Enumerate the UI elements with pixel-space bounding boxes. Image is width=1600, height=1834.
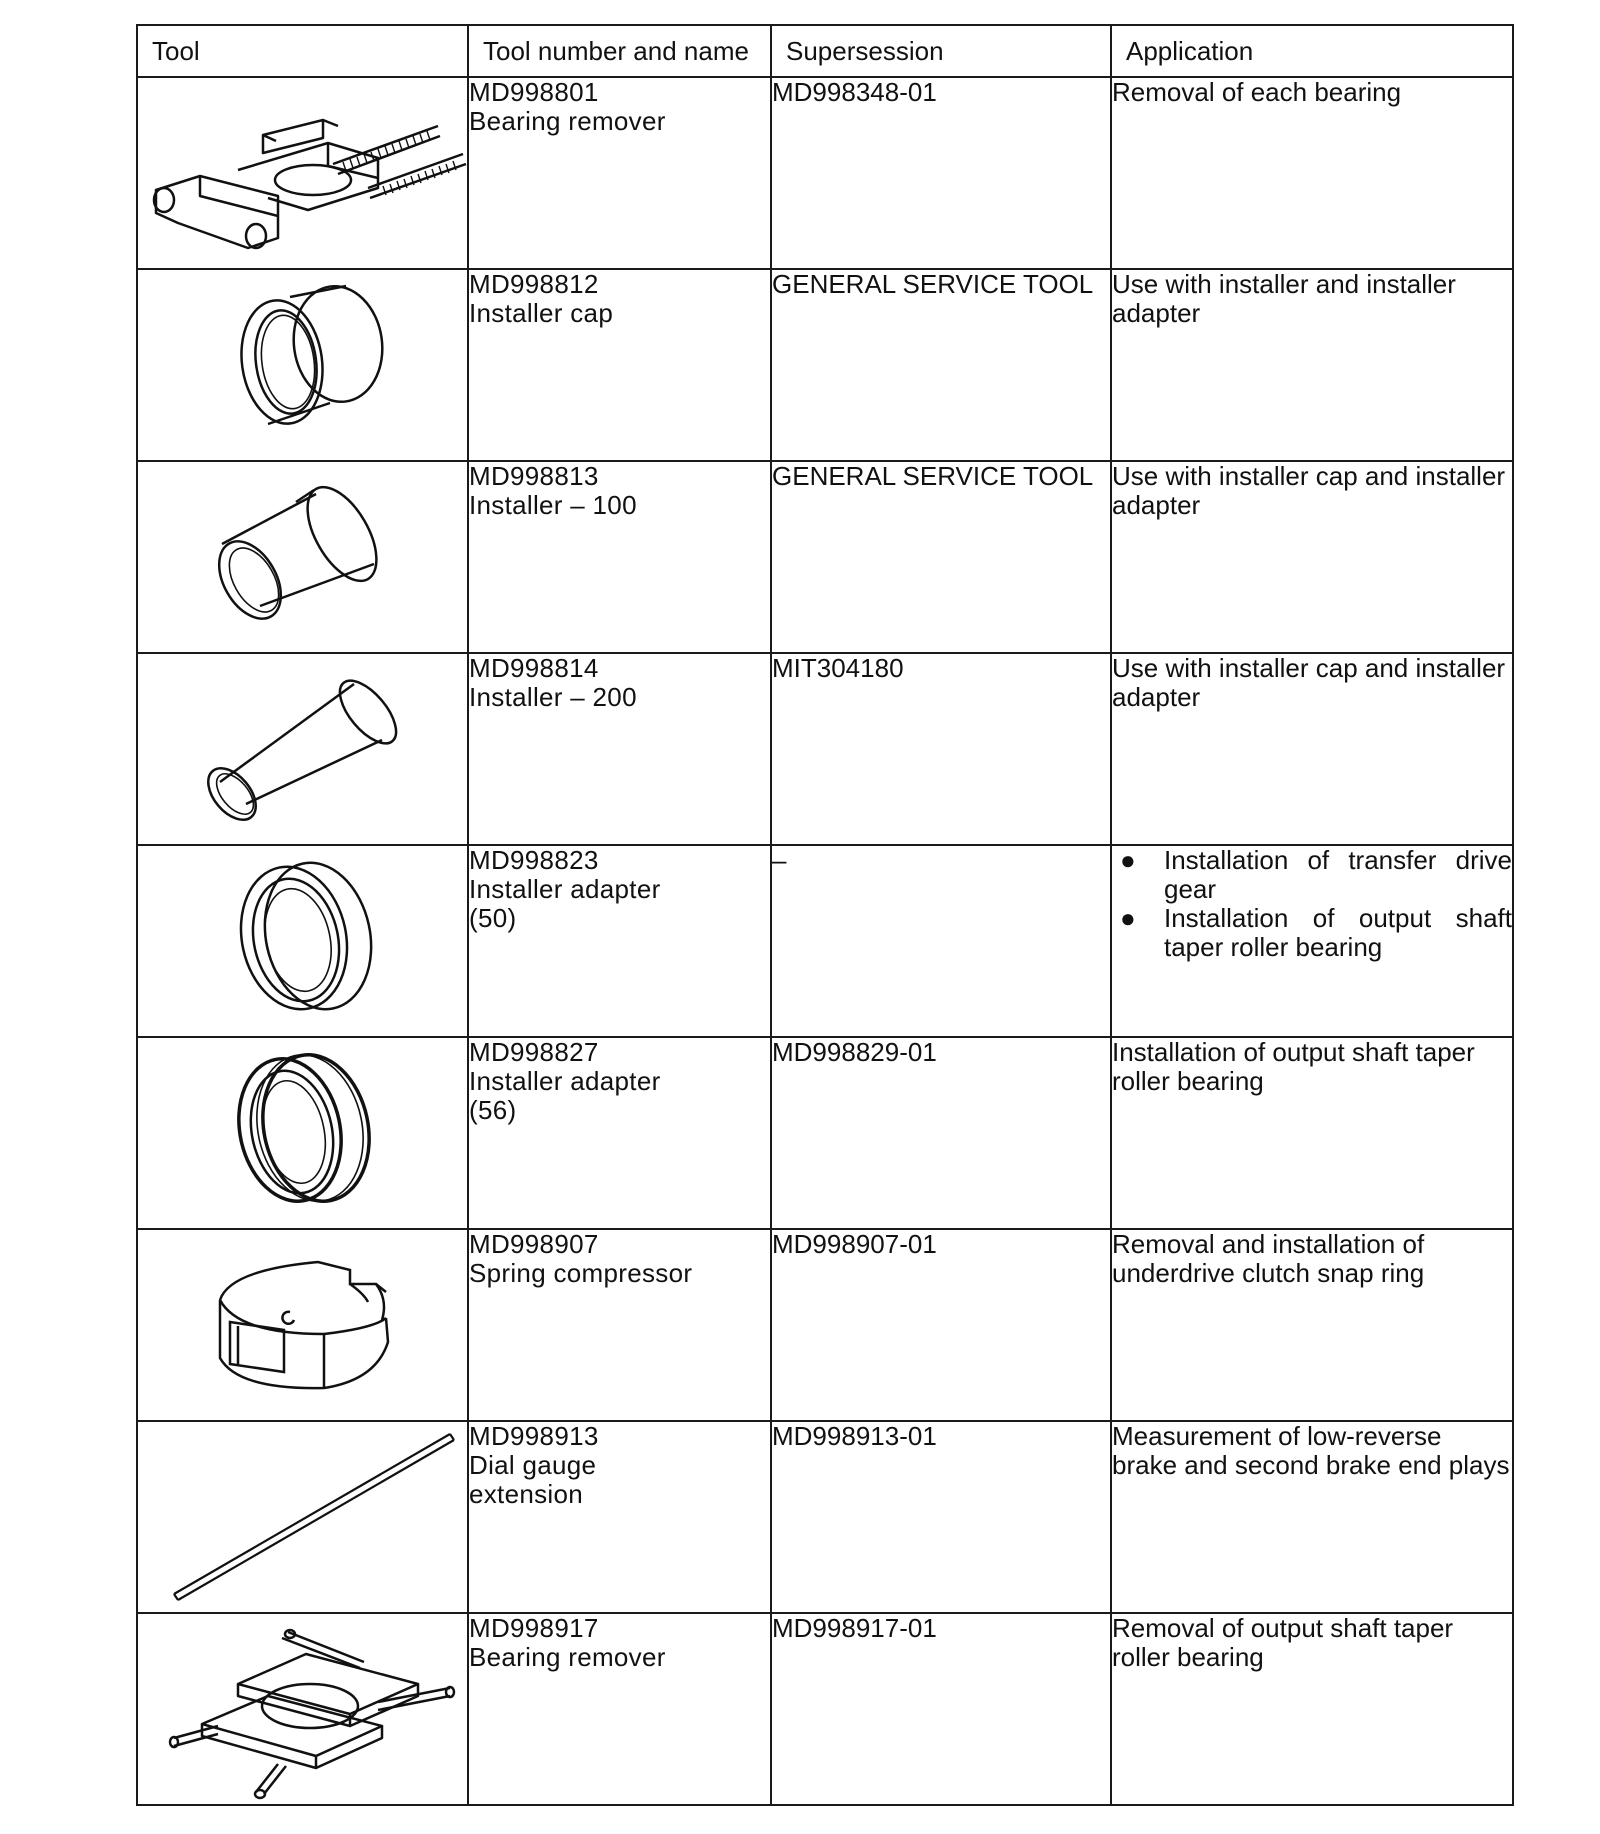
application-cell: Removal of each bearing	[1111, 77, 1513, 269]
application-item: Installation of transfer drive gear	[1164, 845, 1512, 904]
tool-number-name-cell	[468, 461, 771, 653]
application-cell: Removal and installation of underdrive clutch snap ring	[1111, 1229, 1513, 1421]
supersession-cell: GENERAL SERVICE TOOL	[771, 461, 1111, 653]
table-row	[137, 461, 1513, 653]
list-item	[1112, 904, 1512, 962]
application-cell: Removal of output shaft taper roller bearing	[1111, 1613, 1513, 1805]
table-row	[137, 1037, 1513, 1229]
application-cell: Use with installer and installer adapter	[1111, 269, 1513, 461]
tool-name: Spring compressor	[469, 1258, 693, 1288]
application-cell: Use with installer cap and installer adapter	[1111, 653, 1513, 845]
tool-name: Installer adapter	[469, 874, 661, 904]
application-cell: Measurement of low-reverse brake and second brake end plays	[1111, 1421, 1513, 1613]
tool-number: MD998814	[469, 653, 599, 683]
tool-name-cont: extension	[469, 1479, 583, 1509]
application-list	[1112, 846, 1512, 962]
tool-image-cell	[137, 77, 468, 269]
table-row	[137, 845, 1513, 1037]
tool-image-cell	[137, 1421, 468, 1613]
installer-adapter-56-icon	[138, 1038, 468, 1226]
tool-number-name-cell	[468, 1421, 771, 1613]
tool-name: Installer – 100	[469, 490, 637, 520]
tool-number-name-cell	[468, 77, 771, 269]
supersession-cell: MIT304180	[771, 653, 1111, 845]
supersession-cell: MD998829-01	[771, 1037, 1111, 1229]
supersession-cell: MD998917-01	[771, 1613, 1111, 1805]
tool-number-name-cell	[468, 653, 771, 845]
tool-number-name-cell	[468, 1037, 771, 1229]
tool-name: Installer – 200	[469, 682, 637, 712]
table-row	[137, 1613, 1513, 1805]
tool-image-cell	[137, 269, 468, 461]
installer-100-icon	[138, 462, 468, 650]
tool-name: Dial gauge	[469, 1450, 597, 1480]
tool-image-cell	[137, 461, 468, 653]
supersession-cell: MD998913-01	[771, 1421, 1111, 1613]
installer-200-icon	[138, 654, 468, 842]
tool-name: Bearing remover	[469, 1642, 666, 1672]
installer-adapter-50-icon	[138, 846, 468, 1034]
tool-image-cell	[137, 1613, 468, 1805]
tool-number: MD998907	[469, 1229, 599, 1259]
tool-image-cell	[137, 1037, 468, 1229]
application-cell	[1111, 845, 1513, 1037]
supersession-cell: GENERAL SERVICE TOOL	[771, 269, 1111, 461]
tool-number: MD998801	[469, 77, 599, 107]
table-row	[137, 269, 1513, 461]
tool-number-name-cell	[468, 1613, 771, 1805]
tool-number: MD998823	[469, 845, 599, 875]
tool-number: MD998913	[469, 1421, 599, 1451]
application-item: Installation of output shaft taper roller bearing	[1164, 903, 1512, 962]
bullet-icon: ●	[1120, 845, 1136, 875]
supersession-cell: MD998348-01	[771, 77, 1111, 269]
tool-image-cell	[137, 845, 468, 1037]
tool-image-cell	[137, 653, 468, 845]
tool-name: Installer adapter	[469, 1066, 661, 1096]
tool-number-name-cell	[468, 845, 771, 1037]
table-header-row	[137, 25, 1513, 77]
dial-gauge-extension-icon	[138, 1422, 468, 1610]
table-row	[137, 1229, 1513, 1421]
special-tools-table	[136, 24, 1514, 1806]
tool-number-name-cell	[468, 269, 771, 461]
tool-image-cell	[137, 1229, 468, 1421]
header-tool-number-name: Tool number and name	[468, 25, 771, 77]
header-tool: Tool	[137, 25, 468, 77]
installer-cap-icon	[138, 270, 468, 458]
tool-name: Bearing remover	[469, 106, 666, 136]
supersession-cell: MD998907-01	[771, 1229, 1111, 1421]
tool-name-size: (50)	[469, 903, 517, 933]
tool-name: Installer cap	[469, 298, 614, 328]
bearing-remover-icon	[138, 78, 468, 264]
tool-number: MD998827	[469, 1037, 599, 1067]
header-supersession: Supersession	[771, 25, 1111, 77]
list-item	[1112, 846, 1512, 904]
bearing-remover-icon	[138, 1614, 468, 1802]
tool-number: MD998813	[469, 461, 599, 491]
application-cell: Installation of output shaft taper roller bearing	[1111, 1037, 1513, 1229]
table-row	[137, 77, 1513, 269]
spring-compressor-icon	[138, 1230, 468, 1418]
table-row	[137, 1421, 1513, 1613]
tool-number-name-cell	[468, 1229, 771, 1421]
tool-name-size: (56)	[469, 1095, 517, 1125]
supersession-cell: –	[771, 845, 1111, 1037]
tool-number: MD998812	[469, 269, 599, 299]
header-application: Application	[1111, 25, 1513, 77]
bullet-icon: ●	[1120, 903, 1136, 933]
tool-number: MD998917	[469, 1613, 599, 1643]
application-cell: Use with installer cap and installer adapter	[1111, 461, 1513, 653]
table-row	[137, 653, 1513, 845]
